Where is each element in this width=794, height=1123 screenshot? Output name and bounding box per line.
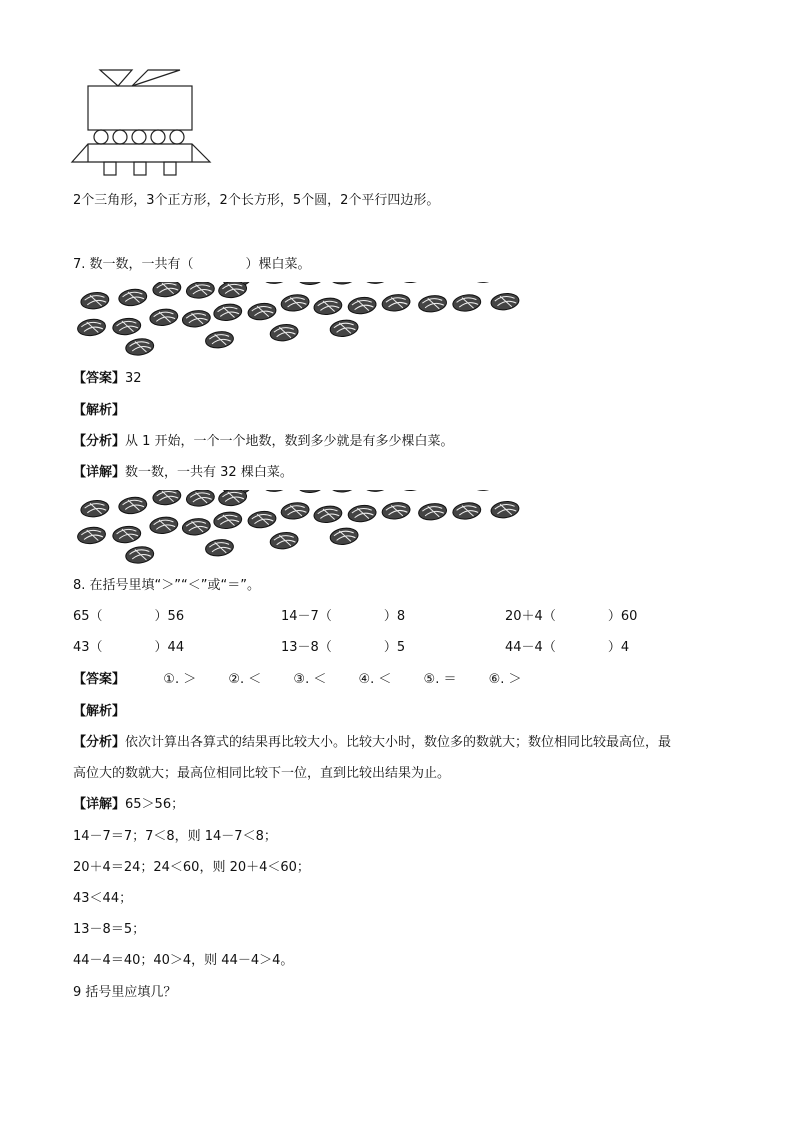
detail-label: 【详解】 [73, 797, 126, 812]
q7-detail-text: 数一数，一共有 32 棵白菜。 [125, 465, 293, 480]
q8-fenxi-2: 高位大的数就大；最高位相同比较下一位，直到比较出结果为止。 [73, 766, 451, 781]
q8-detail-line-3: 20＋4＝24；24＜60，则 20＋4＜60； [73, 860, 310, 875]
q7-answer-value: 32 [125, 371, 142, 386]
q7-jiexi: 【解析】 [73, 403, 126, 418]
q8-item-left: 13－8（ [281, 640, 332, 655]
q8-item-left: 20＋4（ [505, 609, 556, 624]
cabbage-image-1 [70, 282, 540, 358]
q8-detail-line-6: 44－4＝40；40＞4，则 44－4＞4。 [73, 953, 294, 968]
detail-label: 【详解】 [73, 465, 126, 480]
q8-answer [73, 671, 522, 689]
q8-item-3 [505, 608, 637, 626]
q8-detail-text-1: 65＞56； [125, 797, 185, 812]
shape-answer: 2个三角形，3个正方形，2个长方形，5个圆，2个平行四边形。 [73, 193, 440, 208]
q8-item-2 [281, 608, 405, 626]
cabbage-image-2 [70, 490, 540, 566]
q8-item-1 [73, 608, 184, 626]
q8-item-right: ）56 [154, 609, 185, 624]
q7-question: 7. 数一数，一共有（ ）棵白菜。 [73, 257, 311, 272]
q8-item-left: 14－7（ [281, 609, 332, 624]
q8-item-right: ）5 [383, 640, 406, 655]
q8-jiexi: 【解析】 [73, 704, 126, 719]
q8-item-left: 65（ [73, 609, 103, 624]
q8-item-right: ）60 [607, 609, 638, 624]
q9-question: 9 括号里应填几？ [73, 985, 177, 1000]
q8-answer-3: ③. ＜ [293, 672, 327, 687]
q8-item-right: ）8 [383, 609, 406, 624]
q7-fenxi [73, 433, 454, 451]
q8-item-5 [281, 639, 405, 657]
q8-detail-line-2: 14－7＝7；7＜8，则 14－7＜8； [73, 829, 277, 844]
fenxi-label: 【分析】 [73, 434, 126, 449]
q8-answer-2: ②. ＜ [228, 672, 262, 687]
answer-label: 【答案】 [73, 371, 126, 386]
q8-detail-line-5: 13－8＝5； [73, 922, 146, 937]
q8-detail-line-4: 43＜44； [73, 891, 133, 906]
q8-item-4 [73, 639, 184, 657]
q8-detail [73, 796, 184, 814]
q8-question: 8. 在括号里填“＞”“＜”或“＝”。 [73, 578, 260, 593]
answer-label: 【答案】 [73, 672, 126, 687]
q8-answer-6: ⑥. ＞ [488, 672, 522, 687]
q8-item-left: 43（ [73, 640, 103, 655]
q7-detail [73, 464, 293, 482]
q8-answer-5: ⑤. ＝ [423, 672, 457, 687]
q8-item-left: 44－4（ [505, 640, 556, 655]
q8-fenxi-text-1: 依次计算出各算式的结果再比较大小。比较大小时，数位多的数就大；数位相同比较最高位，最 [125, 735, 672, 750]
q8-answer-1: ①. ＞ [163, 672, 197, 687]
train-shapes-figure [70, 66, 215, 178]
q7-fenxi-text: 从 1 开始，一个一个地数，数到多少就是有多少棵白菜。 [125, 434, 454, 449]
q8-item-right: ）4 [607, 640, 630, 655]
q8-fenxi [73, 734, 671, 752]
q8-answer-4: ④. ＜ [358, 672, 392, 687]
q8-item-6 [505, 639, 629, 657]
fenxi-label: 【分析】 [73, 735, 126, 750]
q8-item-right: ）44 [154, 640, 185, 655]
q7-answer [73, 370, 142, 388]
